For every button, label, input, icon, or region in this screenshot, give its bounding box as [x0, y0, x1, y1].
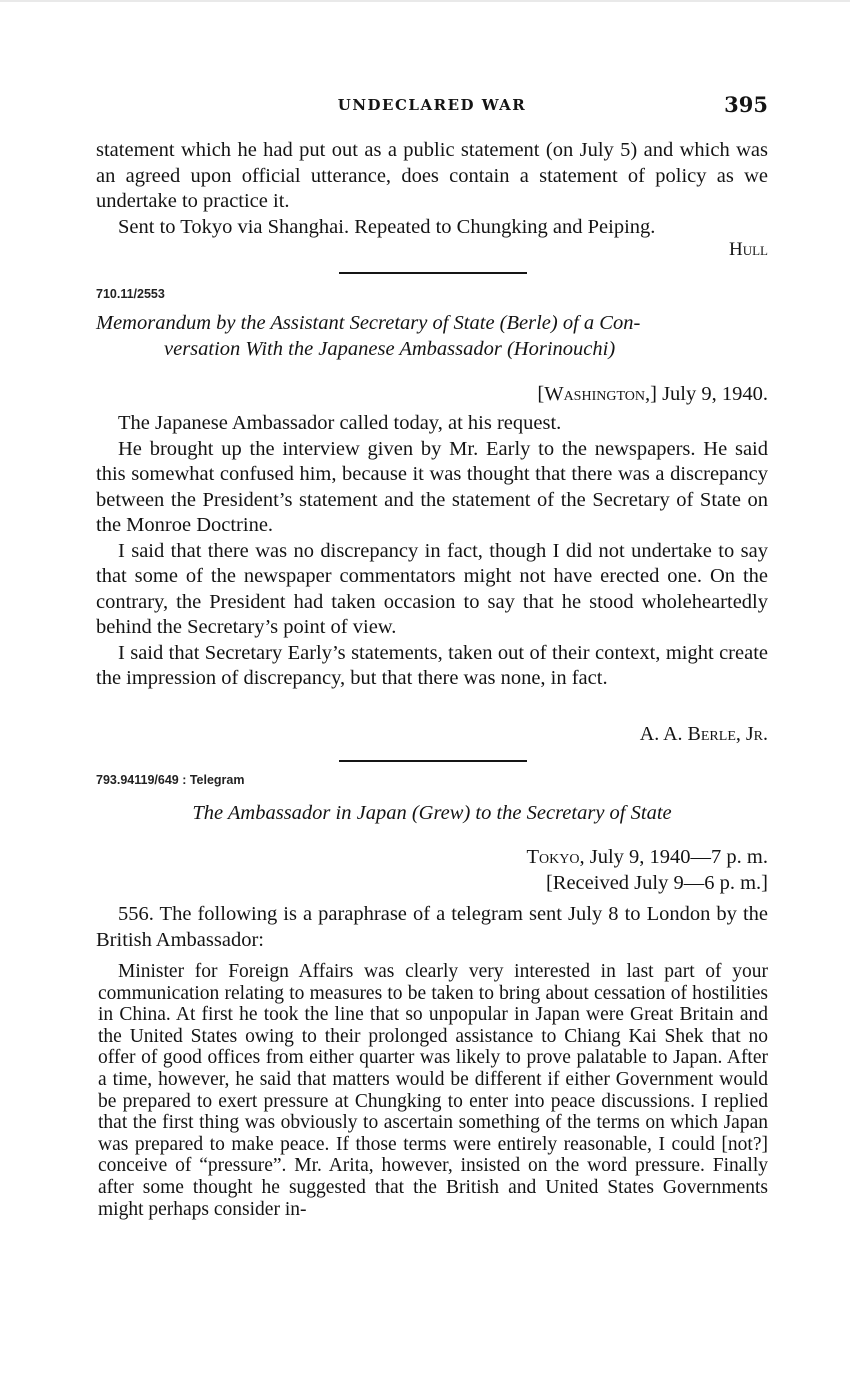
running-head: UNDECLARED WAR	[337, 96, 527, 114]
section-divider	[339, 760, 527, 762]
dateline	[96, 845, 768, 896]
page-number: 395	[724, 92, 768, 117]
file-number: 793.94119/649 : Telegram	[96, 773, 245, 787]
dateline	[96, 382, 768, 408]
received-note: [Received July 9—6 p. m.]	[545, 871, 768, 894]
document-title: The Ambassador in Japan (Grew) to the Secretary of State	[192, 802, 672, 824]
file-number: 710.11/2553	[96, 287, 165, 301]
date: July 9, 1940.	[662, 383, 768, 405]
date: July 9, 1940—7 p. m.	[589, 846, 768, 868]
telegram-intro	[96, 902, 768, 953]
continued-paragraph: statement which he had put out as a public statement (on July 5) and which was an agreed upon official utterance, does contain a statement of policy as we undertake to practice it.	[96, 139, 768, 212]
paragraph: The Japanese Ambassador called today, at his request.	[118, 412, 562, 434]
quoted-telegram: Minister for Foreign Affairs was clearly very interested in last part of your communication relating to measures to be taken to bring about cessation of hostilities in China. At first he took the line that so unpopular in Japan were Great Britain and the United States owing to their prolonged assistance to Chiang Kai Shek that no offer of good offices from either quarter was likely to prove palatable to Japan. After a time, however, he said that matters would be different if either Government would be prepared to exert pressure at Chungking to enter into peace discussions. I replied that the first thing was obviously to ascertain something of the terms on which Japan was prepared to make peace. If those terms were entirely reasonable, I could [not?] conceive of “pressure”. Mr. Arita, however, insisted on the word pressure. Finally after some thought he suggested that the British and United States Governments might perhaps consider in-	[98, 961, 768, 1220]
memorandum-body	[96, 411, 768, 692]
page-header	[96, 92, 768, 118]
place: [Washington,]	[537, 383, 657, 405]
scan-edge	[0, 0, 850, 2]
section-divider	[339, 272, 527, 274]
paragraph: 556. The following is a paraphrase of a telegram sent July 8 to London by the British Ambassador:	[96, 903, 768, 951]
paragraph: I said that there was no discrepancy in fact, though I did not undertake to say that some of the newspaper commentators might not have erected one. On the contrary, the President had taken occasion to say that he stood wholeheartedly behind the Secretary’s point of view.	[96, 539, 768, 638]
document-title	[96, 310, 768, 362]
continued-text	[96, 138, 768, 260]
title-line: versation With the Japanese Ambassador (Horinouchi)	[164, 338, 616, 360]
paragraph: He brought up the interview given by Mr. Early to the newspapers. He said this somewhat confused him, because it was thought that there was a discrepancy between the President’s statement and the statement of the Secretary of State on the Monroe Doctrine.	[96, 437, 768, 536]
title-line: Memorandum by the Assistant Secretary of State (Berle) of a Con-	[96, 312, 641, 334]
routing-note: Sent to Tokyo via Shanghai. Repeated to Chungking and Peiping.	[118, 215, 656, 238]
signature-berle: A. A. Berle, Jr.	[639, 723, 768, 745]
paragraph: I said that Secretary Early’s statements, taken out of their context, might create the impression of discrepancy, but that there was none, in fact.	[96, 641, 768, 689]
signature-hull: Hull	[729, 239, 768, 260]
place: Tokyo,	[526, 846, 585, 868]
